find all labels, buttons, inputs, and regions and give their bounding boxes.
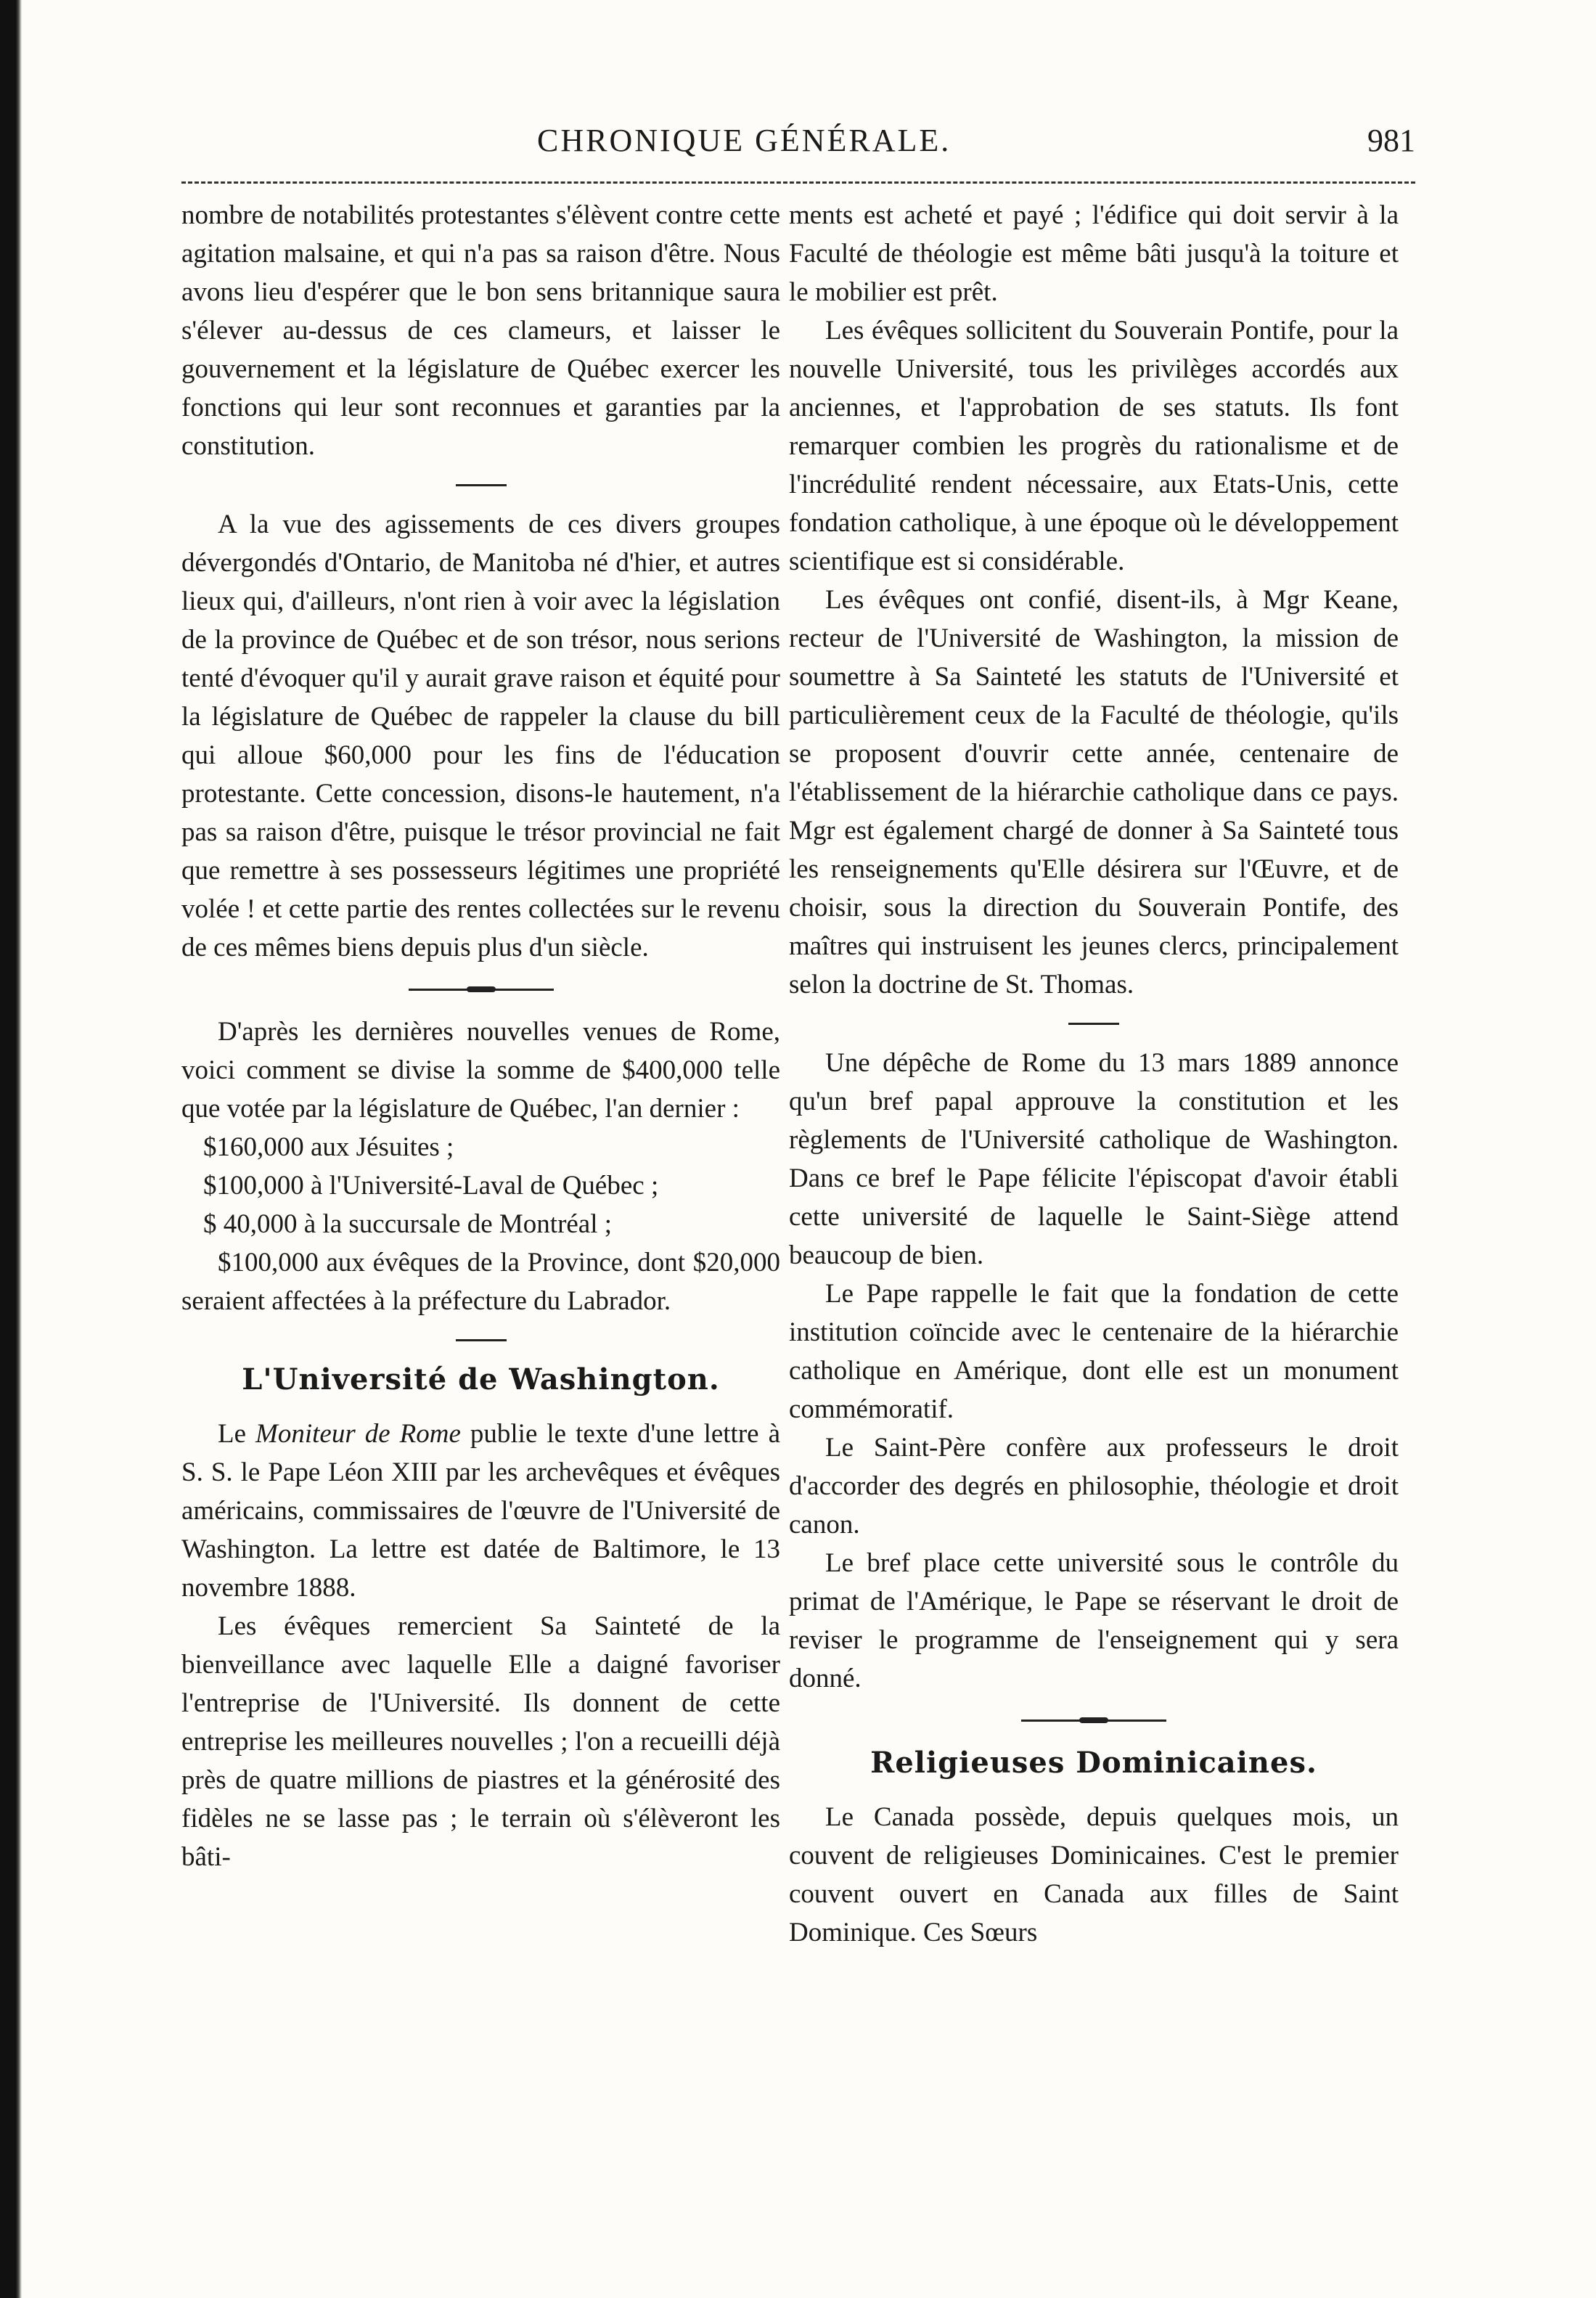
running-header xyxy=(181,122,1415,165)
section-divider xyxy=(456,1339,507,1341)
paragraph: Les évêques sollicitent du Souverain Pontife, pour la nouvelle Université, tous les privilèges accordés aux anciennes, et l'approbation de ses statuts. Ils font remarquer combien les progrès du rationalisme et de l'incrédulité rendent nécessaire, aux Etats-Unis, cette fondation catholique, à une époque où le développement scientifique est si considérable. xyxy=(789,316,1399,576)
page-spine-shadow xyxy=(0,0,22,2298)
section-divider xyxy=(1068,1023,1119,1025)
paragraph: Le Canada possède, depuis quelques mois, un couvent de religieuses Dominicaines. C'est le premier couvent ouvert en Canada aux filles de Saint Dominique. Ces Sœurs xyxy=(789,1802,1399,1947)
list-item: $100,000 à l'Université-Laval de Québec ; xyxy=(203,1171,659,1201)
list-item: $160,000 aux Jésuites ; xyxy=(203,1132,454,1162)
paragraph: Les évêques remercient Sa Sainteté de la bienveillance avec laquelle Elle a daigné favoriser l'entreprise de l'Université. Ils donnent de cette entreprise les meilleures nouvelles ; l'on a recueilli déjà près de quatre millions de piastres et la générosité des fidèles ne se lasse pas ; le terrain où s'élèveront les bâti- xyxy=(181,1611,780,1872)
publication-title: Moniteur de Rome xyxy=(255,1419,461,1449)
left-column xyxy=(181,196,780,1876)
right-column xyxy=(789,196,1399,1952)
paragraph: Une dépêche de Rome du 13 mars 1889 annonce qu'un bref papal approuve la constitution et les règlements de l'Université catholique de Washington. Dans ce bref le Pape félicite l'épiscopat d'avoir établi cette université de laquelle le Saint-Siège attend beaucoup de bien. xyxy=(789,1048,1399,1270)
running-title: CHRONIQUE GÉNÉRALE. xyxy=(537,123,952,158)
paragraph: nombre de notabilités protestantes s'élèvent contre cette agitation malsaine, et qui n'a pas sa raison d'être. Nous avons lieu d'espérer que le bon sens britannique saura s'élever au-dessus de ces clameurs, et laisser le gouvernement et la législature de Québec exercer les fonctions qui leur sont reconnues et garanties par la constitution. xyxy=(181,200,780,461)
paragraph: Le Pape rappelle le fait que la fondation de cette institution coïncide avec le centenaire de la hiérarchie catholique en Amérique, dont elle est un monument commémoratif. xyxy=(789,1279,1399,1424)
paragraph: Le Saint-Père confère aux professeurs le droit d'accorder des degrés en philosophie, théologie et droit canon. xyxy=(789,1433,1399,1540)
paragraph: D'après les dernières nouvelles venues de Rome, voici comment se divise la somme de $400,000 telle que votée par la législature de Québec, l'an dernier : xyxy=(181,1017,780,1124)
paragraph: $100,000 aux évêques de la Province, dont $20,000 seraient affectées à la préfecture du Labrador. xyxy=(181,1248,780,1316)
paragraph: Le bref place cette université sous le contrôle du primat de l'Amérique, le Pape se réservant le droit de reviser le programme de l'enseignement qui y sera donné. xyxy=(789,1548,1399,1693)
text-run: Le xyxy=(218,1419,256,1449)
list-item: $ 40,000 à la succursale de Montréal ; xyxy=(203,1209,613,1239)
section-divider xyxy=(456,484,507,486)
section-heading-washington: L'Université de Washington. xyxy=(242,1362,720,1397)
text-run: publie le texte d'une lettre à S. S. le Pape Léon XIII par les archevêques et évêques américains, commissaires de l'œuvre de l'Université de Washington. La lettre est datée de Baltimore, le 13 novembre 1888. xyxy=(181,1419,781,1603)
section-heading-dominicaines: Religieuses Dominicaines. xyxy=(870,1746,1317,1780)
paragraph: Les évêques ont confié, disent-ils, à Mgr Keane, recteur de l'Université de Washington, la mission de soumettre à Sa Sainteté les statuts de l'Université et particulièrement ceux de la Faculté de théologie, qu'ils se proposent d'ouvrir cette année, centenaire de l'établissement de la hiérarchie catholique dans ce pays. Mgr est également chargé de donner à Sa Sainteté tous les renseignements qu'Elle désirera sur l'Œuvre, et de choisir, sous la direction du Souverain Pontife, des maîtres qui instruisent les jeunes clercs, principalement selon la doctrine de St. Thomas. xyxy=(789,585,1399,999)
ornamental-divider xyxy=(409,989,554,991)
header-rule xyxy=(181,181,1415,184)
page-number: 981 xyxy=(1367,123,1415,158)
ornamental-divider xyxy=(1021,1720,1166,1722)
paragraph xyxy=(181,1415,780,1607)
paragraph: A la vue des agissements de ces divers groupes dévergondés d'Ontario, de Manitoba né d'hier, et autres lieux qui, d'ailleurs, n'ont rien à voir avec la législation de la province de Québec et de son trésor, nous serions tenté d'évoquer qu'il y aurait grave raison et équité pour la législature de Québec de rappeler la clause du bill qui alloue $60,000 pour les fins de l'éducation protestante. Cette concession, disons-le hautement, n'a pas sa raison d'être, puisque le trésor provincial ne fait que remettre à ses possesseurs légitimes une propriété volée ! et cette partie des rentes collectées sur le revenu de ces mêmes biens depuis plus d'un siècle. xyxy=(181,510,780,962)
paragraph: ments est acheté et payé ; l'édifice qui doit servir à la Faculté de théologie est même bâti jusqu'à la toiture et le mobilier est prêt. xyxy=(789,200,1399,307)
